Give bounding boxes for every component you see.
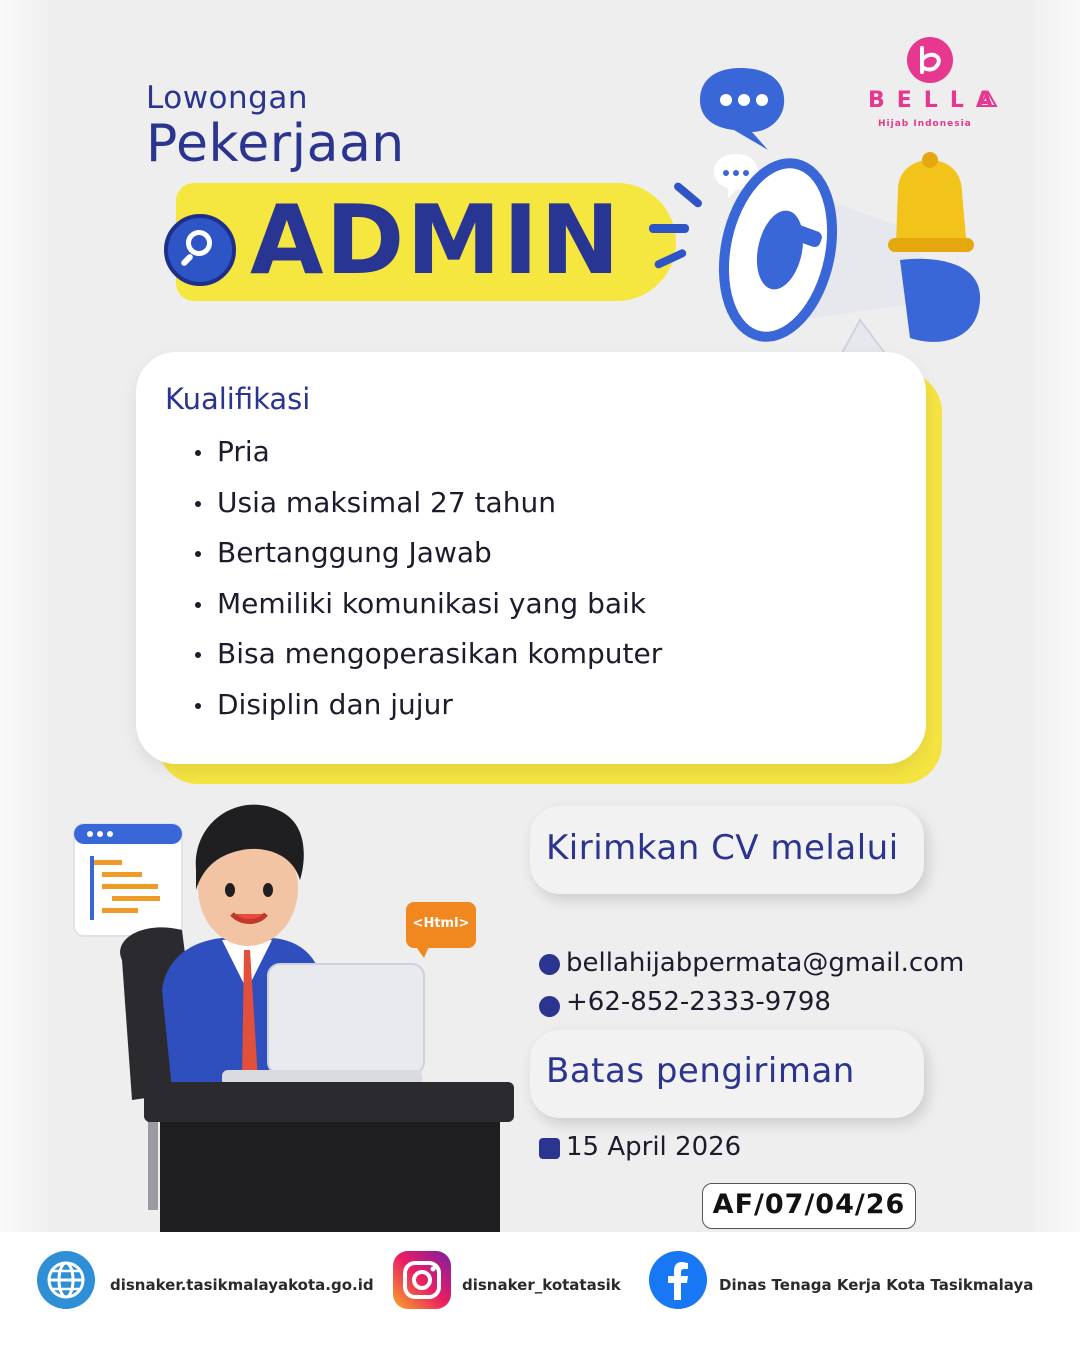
poster-edge-right	[1032, 0, 1080, 1232]
apply-heading: Kirimkan CV melalui	[546, 828, 899, 868]
list-item: Pria	[193, 428, 662, 479]
html-tag-text: <Html>	[412, 916, 470, 931]
header-line2: Pekerjaan	[146, 114, 405, 174]
footer-instagram[interactable]: disnaker_kotatasik	[462, 1276, 621, 1294]
list-item: Disiplin dan jujur	[193, 681, 662, 732]
list-item: Bertanggung Jawab	[193, 529, 662, 580]
html-tag-bubble-tail	[414, 944, 430, 958]
footer-facebook[interactable]: Dinas Tenaga Kerja Kota Tasikmalaya	[719, 1276, 1034, 1294]
phone-icon	[539, 996, 560, 1017]
deadline-heading: Batas pengiriman	[546, 1051, 855, 1091]
qualifications-list	[193, 428, 662, 731]
poster-edge-left	[0, 0, 48, 1232]
phone-number[interactable]: +62-852-2333-9798	[566, 987, 831, 1017]
position-title: ADMIN	[250, 186, 622, 296]
list-item: Bisa mengoperasikan komputer	[193, 630, 662, 681]
email-icon	[539, 954, 560, 975]
brand-subtitle: Hijab Indonesia	[878, 119, 972, 129]
footer-website[interactable]: disnaker.tasikmalayakota.go.id	[110, 1276, 374, 1294]
list-item: Memiliki komunikasi yang baik	[193, 580, 662, 631]
email-address[interactable]: bellahijabpermata@gmail.com	[566, 948, 965, 978]
instagram-icon[interactable]	[392, 1250, 452, 1310]
office-worker-illustration	[72, 790, 517, 1232]
facebook-icon[interactable]	[648, 1250, 708, 1310]
list-item: Usia maksimal 27 tahun	[193, 479, 662, 530]
deadline-date: 15 April 2026	[566, 1132, 742, 1162]
search-icon-lens	[186, 230, 212, 256]
header-line1: Lowongan	[146, 80, 308, 116]
qualifications-title: Kualifikasi	[165, 382, 311, 416]
calendar-icon	[539, 1138, 560, 1159]
brand-name: BELLA	[868, 88, 1005, 113]
globe-icon[interactable]	[36, 1250, 96, 1310]
reference-code: AF/07/04/26	[712, 1189, 906, 1220]
